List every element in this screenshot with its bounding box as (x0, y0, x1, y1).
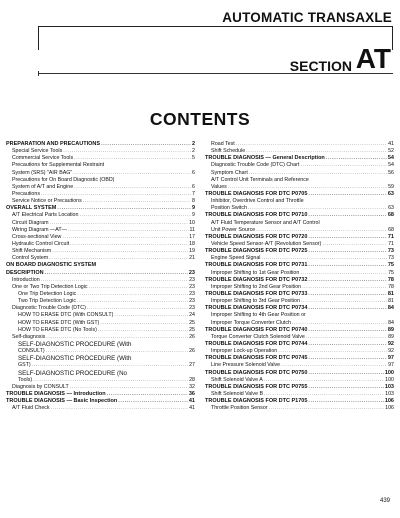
toc-right-column (205, 141, 394, 412)
toc-entry (205, 320, 394, 327)
toc-entry-page: 6 (192, 169, 195, 176)
toc-entry (6, 384, 195, 391)
toc-entry-page: 41 (388, 141, 394, 147)
toc-entry-page: 71 (387, 233, 394, 240)
toc-entry (6, 205, 195, 212)
toc-entry-title: Precautions for On Board Diagnostic (OBD) (12, 176, 115, 183)
toc-entry (205, 220, 394, 227)
page-number: 439 (379, 498, 390, 504)
toc-entry-page: 75 (387, 262, 394, 269)
toc-entry-leader (79, 212, 191, 219)
toc-entry-title: System of A/T and Engine (12, 183, 74, 190)
toc-entry-title: Engine Speed Signal (211, 255, 261, 262)
toc-entry (6, 362, 195, 369)
toc-entry-leader (308, 291, 386, 298)
toc-entry-page: 11 (189, 226, 195, 233)
header-box-right-border (392, 26, 393, 50)
toc-entry-leader (68, 227, 189, 234)
contents-title: CONTENTS (149, 109, 251, 129)
toc-entry-title: Special Service Tools (12, 148, 63, 155)
toc-entry-title: TROUBLE DIAGNOSIS — General Description (205, 155, 325, 162)
toc-entry (6, 370, 195, 377)
toc-entry-page: 25 (189, 326, 195, 333)
toc-entry-title: One Trip Detection Logic (18, 290, 77, 297)
toc-entry-page: 25 (189, 319, 195, 326)
toc-entry-leader (63, 148, 191, 155)
toc-entry (205, 348, 394, 355)
toc-entry-leader (52, 248, 188, 255)
toc-entry-leader (98, 327, 188, 334)
toc-entry-title: Improper Shifting to 3rd Gear Position (211, 298, 300, 305)
toc-entry-title: Values (211, 183, 227, 190)
toc-entry-page: 81 (387, 290, 394, 297)
toc-entry (6, 327, 195, 334)
toc-entry-leader (326, 155, 387, 162)
toc-entry-title: One or Two Trip Detection Logic (12, 283, 88, 290)
toc-entry-page: 23 (189, 305, 195, 312)
toc-entry-title: Two Trip Detection Logic (18, 298, 76, 305)
toc-entry-page: 68 (388, 226, 394, 233)
toc-entry-page: 18 (189, 240, 195, 247)
toc-entry-title: Cross-sectional View (12, 233, 62, 240)
toc-entry (6, 348, 195, 355)
toc-entry-page: 68 (387, 212, 394, 219)
toc-entry (205, 391, 394, 398)
toc-entry-title: Control System (12, 255, 49, 262)
toc-entry (205, 384, 394, 391)
toc-entry-title: Introduction (12, 276, 40, 283)
toc-entry (205, 327, 394, 334)
toc-entry-leader (118, 398, 188, 405)
toc-entry-leader (41, 191, 191, 198)
toc-entry-page: 103 (385, 390, 394, 397)
toc-entry-leader (41, 277, 188, 284)
toc-entry-page: 106 (384, 398, 394, 405)
header-box-left-border (38, 26, 39, 50)
toc-entry-page: 19 (189, 248, 195, 255)
toc-entry-page: 63 (387, 190, 394, 197)
toc-entry (6, 248, 195, 255)
toc-entry-title: Line Pressure Solenoid Valve (211, 362, 281, 369)
toc-entry-title: GST) (18, 362, 31, 369)
toc-entry-leader (74, 184, 191, 191)
toc-entry-title: TROUBLE DIAGNOSIS FOR DTC P0732 (205, 276, 308, 283)
toc-entry-leader (308, 327, 386, 334)
toc-entry (205, 362, 394, 369)
toc-entry-leader (308, 277, 386, 284)
toc-entry-title: TROUBLE DIAGNOSIS FOR DTC P0744 (205, 340, 308, 347)
toc-entry (205, 298, 394, 305)
toc-entry (6, 405, 195, 412)
toc-entry-title: HOW TO ERASE DTC (No Tools) (18, 326, 97, 333)
toc-entry-title: Improper Lock-up Operation (211, 348, 278, 355)
toc-entry-page: 2 (192, 148, 195, 155)
toc-entry-page: 73 (388, 255, 394, 262)
toc-entry (6, 234, 195, 241)
toc-entry-title: TROUBLE DIAGNOSIS FOR DTC P0734 (205, 305, 308, 312)
toc-entry-title: TROUBLE DIAGNOSIS FOR DTC P0755 (205, 383, 308, 390)
toc-entry-leader (77, 291, 188, 298)
toc-entry-title: Self-diagnosis (12, 333, 46, 340)
toc-entry-title: HOW TO ERASE DTC (With GST) (18, 319, 100, 326)
toc-entry-page: 56 (388, 169, 394, 176)
toc-entry-leader (87, 305, 188, 312)
toc-entry (205, 234, 394, 241)
toc-entry-title: Unit Power Source (211, 226, 256, 233)
toc-entry (6, 355, 195, 362)
toc-entry-page: 9 (192, 212, 195, 219)
toc-entry-title: Hydraulic Control Circuit (12, 240, 70, 247)
toc-entry (6, 198, 195, 205)
toc-entry-leader (46, 334, 188, 341)
toc-entry (6, 398, 195, 405)
toc-entry-leader (83, 198, 191, 205)
toc-entry-title: Symptom Chart (211, 169, 248, 176)
toc-entry-leader (308, 262, 386, 269)
toc-entry-leader (308, 398, 383, 405)
toc-entry-page: 97 (387, 355, 394, 362)
toc-entry-leader (248, 205, 387, 212)
toc-entry-title: Tools) (18, 376, 33, 383)
toc-entry (205, 184, 394, 191)
toc-entry-title: A/T Control Unit Terminals and Reference (211, 176, 309, 183)
toc-entry-title: A/T Fluid Temperature Sensor and A/T Control (211, 219, 320, 226)
toc-entry (6, 334, 195, 341)
toc-entry (205, 255, 394, 262)
toc-entry-page: 32 (189, 383, 195, 390)
toc-entry-leader (308, 384, 383, 391)
toc-entry-leader (70, 384, 188, 391)
toc-entry-leader (300, 270, 387, 277)
toc-entry-leader (249, 170, 387, 177)
toc-entry-page: 75 (388, 269, 394, 276)
toc-entry-page: 52 (388, 148, 394, 155)
toc-entry-title: Precautions (12, 190, 40, 197)
toc-entry (6, 227, 195, 234)
toc-entry-page: 78 (388, 283, 394, 290)
toc-entry-page: 2 (191, 141, 195, 147)
toc-entry-title: A/T Fluid Check (12, 405, 50, 412)
toc-entry-leader (302, 284, 387, 291)
toc-entry (6, 270, 195, 277)
toc-entry-page: 10 (189, 219, 195, 226)
toc-entry-title: Shift Solenoid Valve B (211, 390, 264, 397)
toc-entry-page: 36 (188, 390, 195, 397)
toc-entry-leader (114, 312, 188, 319)
toc-entry-title: Improper Shifting to 1st Gear Position (211, 269, 300, 276)
toc-entry-leader (322, 241, 387, 248)
toc-entry (205, 262, 394, 269)
toc-entry-leader (246, 148, 387, 155)
toc-entry-page: 41 (188, 398, 195, 405)
toc-entry-leader (49, 255, 188, 262)
section-title: AUTOMATIC TRANSAXLE (222, 10, 392, 25)
toc-entry-leader (300, 162, 387, 169)
toc-entry-leader (306, 334, 387, 341)
toc-entry-title: TROUBLE DIAGNOSIS FOR DTC P0725 (205, 248, 308, 255)
toc-entry-leader (308, 234, 386, 241)
toc-entry-leader (292, 320, 387, 327)
toc-entry-leader (264, 391, 384, 398)
toc-entry (205, 170, 394, 177)
toc-entry-leader (278, 348, 387, 355)
toc-entry-page: 100 (384, 369, 394, 376)
toc-entry-page: 6 (192, 183, 195, 190)
header-bottom-rule (38, 73, 393, 74)
toc-entry (205, 398, 394, 405)
toc-entry-title: Wiring Diagram —AT— (12, 226, 67, 233)
toc-entry (205, 291, 394, 298)
toc-entry-leader (74, 155, 191, 162)
toc-entry-title: Improper Shifting to 2nd Gear Position (211, 283, 302, 290)
toc-entry (6, 141, 195, 148)
toc-entry-leader (100, 320, 188, 327)
toc-entry-title: Improper Shifting to 4th Gear Position or (211, 312, 306, 319)
toc-entry-page: 54 (387, 155, 394, 162)
toc-entry-leader (50, 220, 189, 227)
toc-entry-title: TROUBLE DIAGNOSIS FOR DTC P0740 (205, 326, 308, 333)
toc-entry-title: PREPARATION AND PRECAUTIONS (6, 141, 101, 147)
toc-entry-leader (33, 377, 188, 384)
toc-entry (205, 377, 394, 384)
section-code: AT (355, 43, 391, 74)
toc-entry (6, 241, 195, 248)
toc-entry-leader (51, 405, 189, 412)
section-label: SECTION (289, 58, 352, 74)
toc-entry (6, 341, 195, 348)
toc-entry (6, 284, 195, 291)
toc-entry-title: A/T Electrical Parts Location (12, 212, 79, 219)
toc-entry-page: 59 (388, 183, 394, 190)
toc-entry-page: 84 (388, 319, 394, 326)
toc-entry-page: 8 (192, 198, 195, 205)
toc-entry (205, 370, 394, 377)
toc-entry-page: 92 (387, 340, 394, 347)
toc-entry-page: 54 (388, 162, 394, 169)
toc-entry-leader (308, 370, 383, 377)
toc-left-column (6, 141, 195, 412)
toc-entry-title: Shift Mechanism (12, 248, 52, 255)
toc-entry-page: 26 (189, 348, 195, 355)
toc-entry-title: TROUBLE DIAGNOSIS — Introduction (6, 390, 106, 397)
toc-entry-leader (107, 391, 188, 398)
toc-entry-title: DESCRIPTION (6, 269, 44, 276)
toc-entry-title: TROUBLE DIAGNOSIS — Basic Inspection (6, 398, 118, 405)
toc-entry-leader (89, 284, 189, 291)
toc-entry-title: Service Notice or Precautions (12, 198, 82, 205)
toc-entry-leader (301, 298, 387, 305)
toc-entry-page: 23 (189, 283, 195, 290)
toc-entry (6, 312, 195, 319)
toc-entry (6, 212, 195, 219)
toc-entry-page: 23 (188, 269, 195, 276)
toc-entry-page: 26 (189, 333, 195, 340)
toc-entry (205, 405, 394, 412)
toc-entry (6, 291, 195, 298)
toc-entry-page: 17 (189, 233, 195, 240)
toc-entry-title: Diagnosis by CONSULT (12, 383, 69, 390)
toc-entry (205, 198, 394, 205)
toc-entry (205, 155, 394, 162)
toc-entry-title: Shift Solenoid Valve A (211, 376, 263, 383)
toc-entry (205, 141, 394, 148)
toc-entry (6, 177, 195, 184)
toc-entry-page: 106 (385, 405, 394, 412)
toc-entry-page: 41 (189, 405, 195, 412)
toc-entry-title: Throttle Position Sensor (211, 405, 268, 412)
toc-entry-page: 5 (192, 155, 195, 162)
toc-entry-leader (62, 234, 188, 241)
toc-entry-title: TROUBLE DIAGNOSIS FOR DTC P0733 (205, 290, 308, 297)
toc-entry (6, 155, 195, 162)
toc-entry-page: 28 (189, 376, 195, 383)
toc-entry-leader (261, 255, 387, 262)
toc-entry-page: 89 (387, 326, 394, 333)
toc-entry (6, 262, 195, 269)
toc-entry (6, 184, 195, 191)
toc-entry-title: Commercial Service Tools (12, 155, 74, 162)
header-tick-mark (38, 71, 39, 76)
toc-entry (6, 391, 195, 398)
toc-entry-leader (308, 212, 386, 219)
toc-entry-leader (269, 405, 385, 412)
toc-entry-title: TROUBLE DIAGNOSIS FOR DTC P0710 (205, 212, 308, 219)
toc-entry (6, 305, 195, 312)
toc-entry-leader (77, 298, 188, 305)
toc-entry-page: 81 (388, 298, 394, 305)
toc-entry-title: Diagnostic Trouble Code (DTC) Chart (211, 162, 300, 169)
toc-entry-page: 73 (387, 248, 394, 255)
toc-entry (205, 270, 394, 277)
toc-entry-page: 71 (388, 240, 394, 247)
toc-entry (6, 377, 195, 384)
toc-entry-page: 7 (192, 190, 195, 197)
toc-entry-title: SELF-DIAGNOSTIC PROCEDURE (With (18, 340, 132, 348)
toc-entry-title: SELF-DIAGNOSTIC PROCEDURE (With (18, 355, 132, 363)
toc-entry-title: Position Switch (211, 205, 247, 212)
toc-entry-leader (70, 241, 188, 248)
toc-entry-page: 21 (189, 255, 195, 262)
toc-entry (205, 162, 394, 169)
toc-entry (6, 220, 195, 227)
toc-entry (6, 148, 195, 155)
toc-entry-title: Road Test (211, 141, 235, 147)
toc-entry-title: Diagnostic Trouble Code (DTC) (12, 305, 86, 312)
toc-entry-page: 23 (189, 298, 195, 305)
toc-entry-page: 27 (189, 362, 195, 369)
toc-entry-leader (32, 362, 188, 369)
toc-entry-title: TROUBLE DIAGNOSIS FOR DTC P0731 (205, 262, 308, 269)
toc-entry-page: 23 (189, 290, 195, 297)
toc-entry-page: 63 (388, 205, 394, 212)
toc-entry-leader (308, 248, 386, 255)
toc-entry-leader (281, 362, 387, 369)
toc-entry-page: 24 (189, 312, 195, 319)
toc-entry-page: 84 (387, 305, 394, 312)
toc-entry (205, 241, 394, 248)
header-rule (38, 26, 393, 27)
toc-entry (6, 191, 195, 198)
toc-entry-title: TROUBLE DIAGNOSIS FOR DTC P0750 (205, 369, 308, 376)
toc-entry-title: Vehicle Speed Sensor·A/T (Revolution Sensor) (211, 240, 322, 247)
toc-entry (205, 334, 394, 341)
toc-entry (205, 191, 394, 198)
toc-entry-page: 23 (189, 276, 195, 283)
toc-entry (205, 312, 394, 319)
toc-entry-leader (236, 141, 387, 148)
toc-entry-title: Torque Converter Clutch Solenoid Valve (211, 333, 305, 340)
toc-entry (205, 341, 394, 348)
toc-entry-title: HOW TO ERASE DTC (With CONSULT) (18, 312, 114, 319)
toc-entry (205, 355, 394, 362)
toc-entry-title: TROUBLE DIAGNOSIS FOR DTC P0720 (205, 233, 308, 240)
toc-entry-leader (57, 205, 191, 212)
toc-entry-leader (45, 270, 188, 277)
toc-entry (6, 320, 195, 327)
toc-entry-leader (308, 341, 386, 348)
toc-entry-leader (101, 141, 191, 148)
toc-entry-leader (308, 305, 386, 312)
toc-entry-title: Precautions for Supplemental Restraint (12, 162, 105, 169)
toc-entry-title: TROUBLE DIAGNOSIS FOR DTC P1705 (205, 398, 308, 405)
toc-entry-page: 89 (388, 333, 394, 340)
toc-entry-leader (228, 184, 387, 191)
toc-entry (205, 305, 394, 312)
toc-entry-title: TROUBLE DIAGNOSIS FOR DTC P0745 (205, 355, 308, 362)
toc-entry-page: 100 (385, 376, 394, 383)
toc-entry-title: Circuit Diagram (12, 219, 49, 226)
toc-entry-title: OVERALL SYSTEM (6, 205, 57, 212)
toc-entry-page: 97 (388, 362, 394, 369)
toc-entry (205, 277, 394, 284)
toc-entry-leader (308, 355, 386, 362)
toc-entry-title: Inhibitor, Overdrive Control and Throttle (211, 198, 304, 205)
toc-entry (205, 248, 394, 255)
toc-entry (6, 298, 195, 305)
toc-entry-title: TROUBLE DIAGNOSIS FOR DTC P0705 (205, 190, 308, 197)
toc-entry (205, 284, 394, 291)
toc-entry-title: SELF-DIAGNOSTIC PROCEDURE (No (18, 369, 127, 377)
toc-entry-title: Improper Torque Converter Clutch (211, 319, 291, 326)
toc-entry-page: 9 (191, 205, 195, 212)
toc-entry-page: 92 (388, 348, 394, 355)
toc-entry-leader (308, 191, 386, 198)
toc-entry-leader (46, 348, 188, 355)
toc-entry (205, 177, 394, 184)
toc-entry (205, 205, 394, 212)
toc-entry (205, 212, 394, 219)
toc-entry (6, 162, 195, 169)
toc-entry-title: Shift Schedule (211, 148, 246, 155)
toc-entry-title: System (SRS) "AIR BAG" (12, 169, 73, 176)
toc-entry-title: ON BOARD DIAGNOSTIC SYSTEM (6, 262, 97, 269)
toc-entry-title: CONSULT) (18, 348, 45, 355)
toc-entry (205, 148, 394, 155)
toc-entry-page: 103 (384, 383, 394, 390)
toc-entry-leader (73, 170, 191, 177)
toc-entry (6, 170, 195, 177)
toc-entry (205, 227, 394, 234)
toc-entry-leader (264, 377, 384, 384)
toc-entry (6, 255, 195, 262)
toc-entry-leader (256, 227, 387, 234)
toc-entry-page: 78 (387, 276, 394, 283)
toc-entry (6, 277, 195, 284)
